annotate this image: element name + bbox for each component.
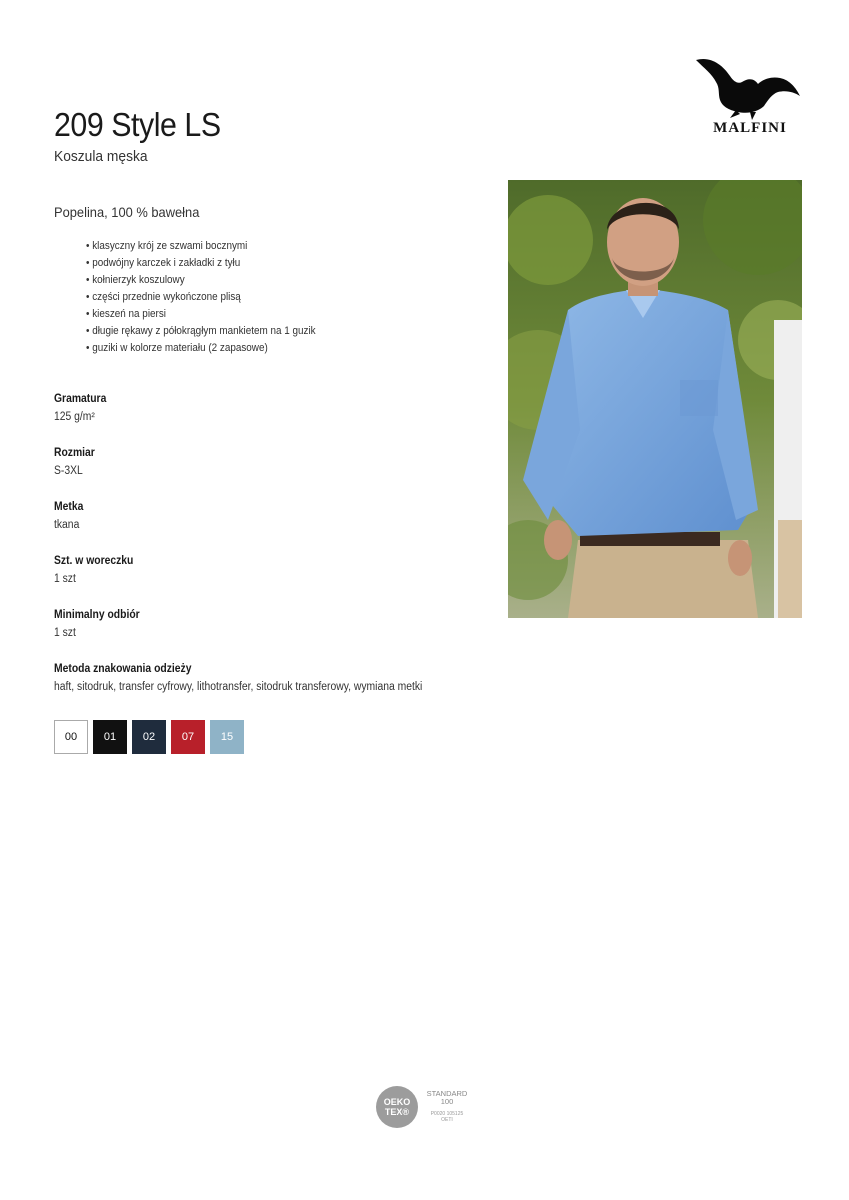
color-swatch-00[interactable] <box>54 720 88 754</box>
spec-metka <box>54 501 83 531</box>
features-list <box>86 238 316 357</box>
spec-value: S-3XL <box>54 465 83 477</box>
spec-minimalny-odbior <box>54 609 140 639</box>
badge-line-2: TEX® <box>384 1107 410 1117</box>
color-swatch-01[interactable] <box>93 720 127 754</box>
spec-metoda-znakowania <box>54 663 422 693</box>
code-line-2: OETI <box>441 1117 453 1123</box>
spec-label: Rozmiar <box>54 447 95 459</box>
color-code: 15 <box>220 731 234 743</box>
list-item: • części przednie wykończone plisą <box>86 289 316 306</box>
page-subtitle: Koszula męska <box>54 148 148 165</box>
page-title: 209 Style LS <box>54 106 221 143</box>
spec-label: Metoda znakowania odzieży <box>54 663 192 675</box>
color-swatch-07[interactable] <box>171 720 205 754</box>
spec-value: 1 szt <box>54 573 76 585</box>
color-code: 02 <box>142 731 156 743</box>
list-item: • guziki w kolorze materiału (2 zapasowe) <box>86 340 316 357</box>
spec-value: haft, sitodruk, transfer cyfrowy, lithotransfer, sitodruk transferowy, wymiana metki <box>54 681 423 693</box>
color-code: 00 <box>64 731 78 743</box>
badge-line-1: OEKO <box>383 1097 411 1107</box>
standard-line-2: 100 <box>440 1097 454 1106</box>
eagle-icon <box>692 54 808 120</box>
list-item: • kołnierzyk koszulowy <box>86 272 316 289</box>
code-line-1: P0020 105125 <box>430 1111 464 1117</box>
brand-logo <box>692 54 808 138</box>
color-swatches <box>54 720 244 754</box>
standard-line-1: STANDARD <box>426 1089 468 1098</box>
list-item: • kieszeń na piersi <box>86 306 316 323</box>
color-swatch-02[interactable] <box>132 720 166 754</box>
spec-rozmiar <box>54 447 95 477</box>
color-swatch-15[interactable] <box>210 720 244 754</box>
standard-label <box>422 1090 472 1106</box>
spec-szt-w-woreczku <box>54 555 133 585</box>
material-description: Popelina, 100 % bawełna <box>54 204 200 220</box>
list-item: • klasyczny krój ze szwami bocznymi <box>86 238 316 255</box>
spec-label: Minimalny odbiór <box>54 609 140 621</box>
brand-name: MALFINI <box>713 120 787 136</box>
oeko-tex-certification <box>374 1084 474 1130</box>
list-item: • podwójny karczek i zakładki z tyłu <box>86 255 316 272</box>
spec-value: 1 szt <box>54 627 76 639</box>
list-item: • długie rękawy z półokrągłym mankietem na 1 guzik <box>86 323 316 340</box>
color-code: 07 <box>181 731 195 743</box>
model-photo <box>508 180 802 618</box>
spec-value: tkana <box>54 519 80 531</box>
spec-label: Gramatura <box>54 393 107 405</box>
spec-label: Metka <box>54 501 84 513</box>
certification-code <box>422 1111 472 1123</box>
spec-value: 125 g/m² <box>54 411 95 423</box>
spec-gramatura <box>54 393 106 423</box>
oeko-tex-badge-icon <box>376 1086 418 1128</box>
product-photo <box>508 180 802 618</box>
color-code: 01 <box>103 731 117 743</box>
spec-label: Szt. w woreczku <box>54 555 134 567</box>
